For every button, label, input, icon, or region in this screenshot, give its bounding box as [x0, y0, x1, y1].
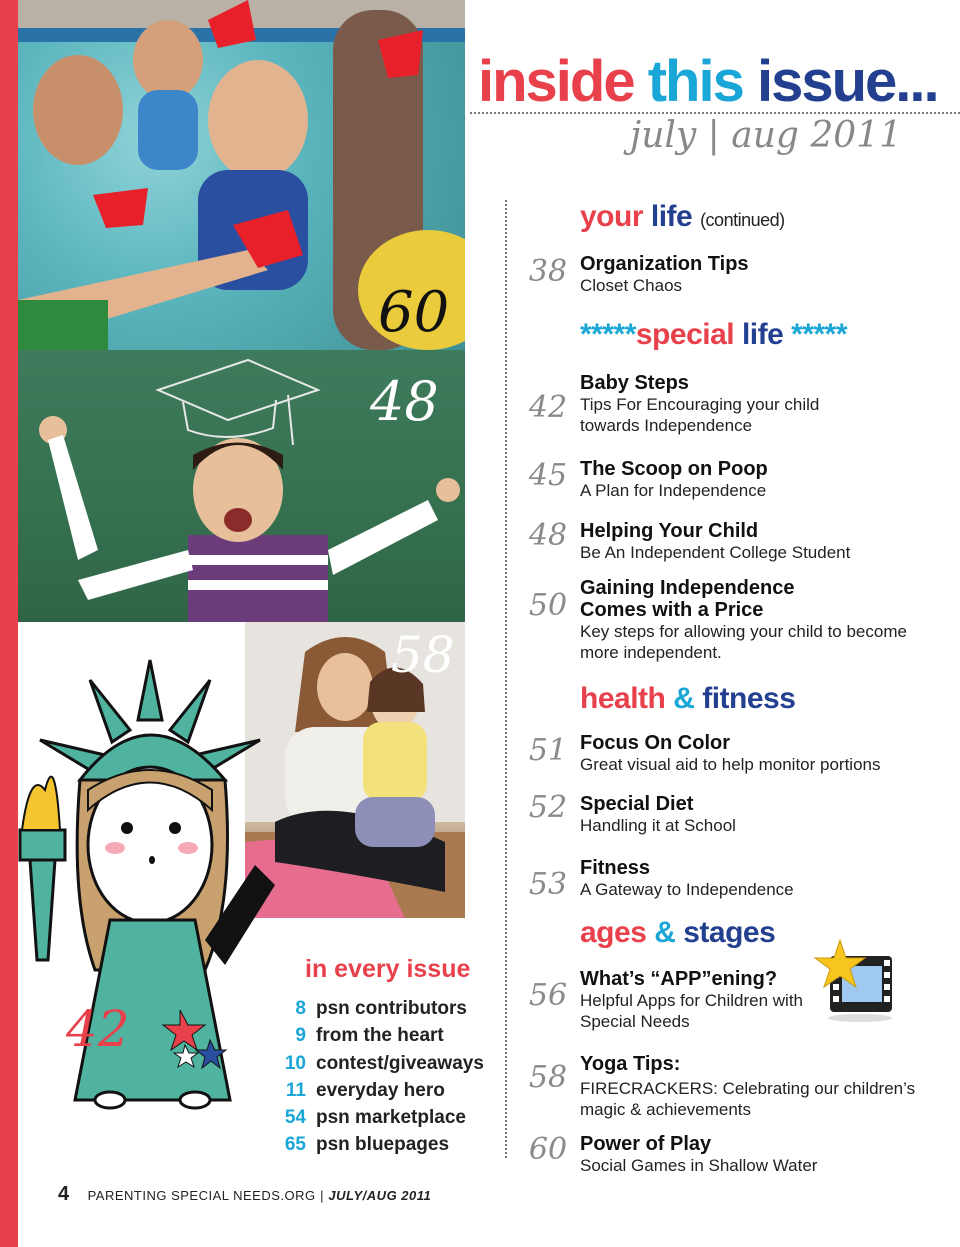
title-word-issue: issue...	[756, 49, 938, 114]
toc-item[interactable]	[580, 458, 940, 501]
item-subtitle: A Plan for Independence	[580, 481, 767, 500]
every-issue-item[interactable]	[280, 1107, 505, 1129]
item-subtitle: Tips For Encouraging your child towards Independence	[580, 395, 820, 435]
item-page-number: 51	[528, 733, 568, 768]
every-issue-item[interactable]	[280, 998, 505, 1020]
every-issue-page: 10	[284, 1053, 306, 1074]
pool-page-number: 60	[378, 280, 450, 345]
item-subtitle: A Gateway to Independence	[580, 880, 794, 899]
item-subtitle: FIRECRACKERS: Celebrating our children’s magic & achievements	[580, 1079, 916, 1119]
item-title: Gaining Independence Comes with a Price	[580, 577, 795, 621]
every-issue-label: everyday hero	[316, 1080, 445, 1101]
every-issue-page: 9	[295, 1025, 306, 1046]
page-footer	[58, 1183, 431, 1206]
item-subtitle: Helpful Apps for Children with Special Needs	[580, 991, 804, 1031]
item-title: Yoga Tips:	[580, 1053, 681, 1075]
section-special-life	[580, 318, 847, 352]
item-subtitle: Great visual aid to help monitor portions	[580, 755, 881, 774]
footer-page-number: 4	[58, 1183, 70, 1205]
section-your-life	[580, 200, 785, 234]
toc-item[interactable]	[580, 1053, 920, 1120]
item-page-number: 58	[528, 1060, 568, 1095]
every-issue-item[interactable]	[280, 1134, 505, 1156]
section-word: life	[741, 318, 784, 351]
title-word-this: this	[647, 49, 743, 114]
every-issue-label: psn contributors	[316, 998, 467, 1019]
toc-item[interactable]	[580, 1133, 940, 1176]
toc-item[interactable]	[580, 372, 860, 436]
item-title: Organization Tips	[580, 253, 749, 275]
every-issue-item[interactable]	[280, 1080, 505, 1102]
title-dotted-rule	[470, 112, 960, 114]
pool-photo	[18, 0, 465, 350]
item-subtitle: Handling it at School	[580, 816, 736, 835]
item-title: Baby Steps	[580, 372, 689, 394]
item-page-number: 48	[528, 518, 568, 553]
page-title	[478, 48, 938, 115]
section-word: special	[635, 318, 735, 351]
item-title: Focus On Color	[580, 732, 730, 754]
item-page-number: 60	[528, 1132, 568, 1167]
item-subtitle: Be An Independent College Student	[580, 543, 851, 562]
section-word: stages	[683, 916, 776, 949]
item-page-number: 45	[528, 458, 568, 493]
item-title: Fitness	[580, 857, 651, 879]
toc-item[interactable]	[580, 520, 940, 563]
section-word: health	[580, 682, 666, 715]
item-title: Helping Your Child	[580, 520, 759, 542]
item-page-number: 52	[528, 790, 568, 825]
every-issue-heading: in every issue	[305, 955, 471, 983]
liberty-cartoon-illustration	[0, 650, 300, 1120]
item-title: What’s “APP”ening?	[580, 968, 778, 990]
item-title: Power of Play	[580, 1133, 712, 1155]
every-issue-page: 54	[284, 1107, 306, 1128]
toc-item[interactable]	[580, 577, 907, 663]
item-title: Special Diet	[580, 793, 694, 815]
toc-item[interactable]	[580, 253, 940, 296]
section-word: life	[650, 200, 693, 233]
item-title: The Scoop on Poop	[580, 458, 768, 480]
item-page-number: 53	[528, 867, 568, 902]
every-issue-item[interactable]	[280, 1025, 505, 1047]
toc-item[interactable]	[580, 793, 940, 836]
section-word: ages	[580, 916, 647, 949]
title-word-inside: inside	[478, 49, 634, 114]
footer-date: JULY/AUG 2011	[328, 1188, 432, 1203]
film-star-icon	[810, 938, 900, 1028]
section-health-fitness	[580, 682, 795, 716]
item-subtitle: Key steps for allowing your child to become more independent.	[580, 622, 907, 662]
section-ages-stages	[580, 916, 775, 950]
column-dotted-divider	[505, 200, 507, 1158]
section-stars: *****	[783, 318, 848, 351]
yoga-page-number: 58	[391, 626, 455, 684]
every-issue-page: 65	[284, 1134, 306, 1155]
section-amp: &	[673, 682, 695, 715]
footer-site: PARENTING SPECIAL NEEDS.ORG	[87, 1188, 316, 1203]
item-page-number: 38	[528, 254, 568, 289]
issue-date: july | aug 2011	[630, 115, 902, 156]
graduation-page-number: 48	[370, 370, 439, 433]
section-stars: *****	[580, 318, 636, 351]
toc-item[interactable]	[580, 857, 940, 900]
every-issue-page: 8	[295, 998, 306, 1019]
section-word: fitness	[702, 682, 796, 715]
every-issue-page: 11	[285, 1080, 306, 1101]
every-issue-item[interactable]	[280, 1053, 505, 1075]
section-word: your	[580, 200, 644, 233]
item-page-number: 56	[528, 978, 568, 1013]
toc-item[interactable]	[580, 732, 940, 775]
every-issue-label: psn bluepages	[316, 1134, 450, 1155]
toc-item[interactable]	[580, 968, 825, 1032]
section-note: (continued)	[700, 210, 785, 230]
every-issue-label: contest/giveaways	[316, 1053, 484, 1074]
item-subtitle: Social Games in Shallow Water	[580, 1156, 818, 1175]
footer-separator: |	[320, 1188, 324, 1203]
liberty-page-number: 42	[66, 1000, 130, 1058]
section-amp: &	[654, 916, 676, 949]
every-issue-label: from the heart	[316, 1025, 444, 1046]
item-subtitle: Closet Chaos	[580, 276, 683, 295]
item-page-number: 42	[528, 390, 568, 425]
every-issue-label: psn marketplace	[316, 1107, 466, 1128]
graduation-photo	[18, 350, 465, 622]
item-page-number: 50	[528, 588, 568, 623]
